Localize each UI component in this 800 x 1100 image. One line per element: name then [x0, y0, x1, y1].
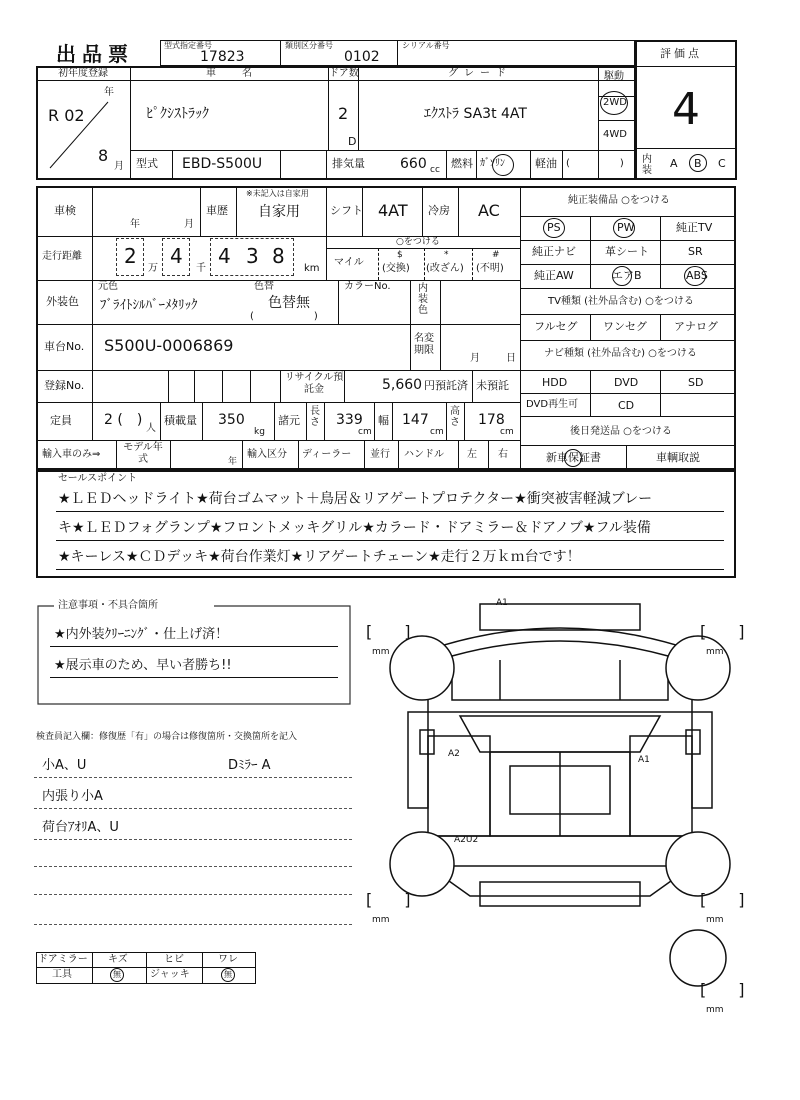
rating-label: 評価点 — [660, 47, 702, 60]
fuel-kerosene[interactable]: 軽油 — [535, 157, 557, 170]
notes-line-1: ★内外装ｸﾘｰﾆﾝｸﾞ・仕上げ済！ — [54, 627, 229, 642]
handle-label: ハンドル — [404, 449, 444, 460]
inspector-label: 検査員記入欄：修復歴「有」の場合は修復箇所・交換箇所を記入 — [36, 732, 298, 742]
rating-value: 4 — [672, 84, 700, 135]
import-parallel[interactable]: 並行 — [370, 449, 390, 460]
title-month-unit: 月 — [470, 353, 480, 364]
inspector-line-3: 荷台ｱｵﾘA、U — [42, 820, 119, 835]
tv-analog[interactable]: アナログ — [674, 320, 718, 333]
drive-2wd-circle — [600, 91, 628, 115]
equip-ps-circle — [543, 218, 565, 238]
door-type: D — [348, 135, 357, 148]
color-change-label: 色替 — [254, 281, 274, 292]
nav-dvd-play[interactable]: DVD再生可 — [526, 399, 579, 410]
tread-bracket-rl: [ ] — [366, 890, 411, 909]
drive-4wd[interactable]: 4WD — [603, 129, 627, 140]
tv-title: TV種類 (社外品含む) ○をつける — [548, 296, 694, 307]
mirror-header-2: キズ — [108, 954, 128, 965]
grade-value: ｴｸｽﾄﾗ SA3t 4AT — [424, 106, 527, 122]
car-name: ﾋﾟｸｼｽﾄﾗｯｸ — [146, 106, 209, 122]
first-reg-year: R 02 — [48, 106, 85, 125]
equip-ps[interactable]: PS — [547, 221, 561, 234]
orig-color-value: ﾌﾞﾗｲﾄｼﾙﾊﾞｰﾒﾀﾘｯｸ — [100, 298, 198, 313]
inspection-year-unit: 年 — [130, 219, 140, 230]
width-label: 幅 — [378, 414, 389, 427]
nav-title: ナビ種類 (社外品含む) ○をつける — [544, 348, 697, 359]
displacement-value: 660 — [400, 156, 427, 172]
equip-abs[interactable]: ABS — [686, 269, 708, 282]
mileage-label: 走行距離 — [42, 251, 82, 262]
mark-exchange-symbol: $ — [397, 250, 403, 260]
sales-line-3: ★キーレス★ＣＤデッキ★荷台作業灯★リアゲートチェーン★走行２万ｋｍ台です！ — [58, 549, 581, 565]
dims-label: 諸元 — [278, 414, 300, 427]
diagram-label-top: A1 — [496, 598, 508, 608]
height-cm: cm — [500, 427, 514, 437]
history-note: ※未記入は自家用 — [246, 189, 309, 198]
fuel-gasoline-circle — [492, 154, 514, 176]
color-change-value: 色替無 — [268, 295, 310, 311]
ac-value: AC — [478, 201, 500, 220]
inspector-line-1-right: Dﾐﾗｰ A — [228, 758, 271, 773]
inspection-label: 車検 — [54, 204, 76, 217]
jack-label: ジャッキ — [150, 969, 190, 980]
fuel-label: 燃料 — [451, 157, 473, 170]
mirror-header-3: ヒビ — [164, 954, 184, 965]
handle-right[interactable]: 右 — [498, 449, 508, 460]
color-change-paren: ( ) — [250, 311, 318, 322]
notes-bracket — [34, 602, 354, 708]
inspector-line-2: 内張り小A — [42, 789, 103, 804]
import-type-label: 輸入区分 — [247, 449, 287, 460]
tread-bracket-rr: [ ] — [700, 890, 745, 909]
notes-label: 注意事項・不具合箇所 — [58, 600, 158, 611]
tread-bracket-spare: [ ] — [700, 980, 745, 999]
import-dealer[interactable]: ディーラー — [302, 449, 352, 460]
mileage-digit-4: 3 — [246, 244, 259, 268]
mileage-digit-1: 2 — [124, 244, 137, 268]
mark-exchange[interactable]: (交換) — [382, 263, 410, 274]
title-expiry-label: 名変期限 — [414, 333, 434, 356]
docs-manual[interactable]: 車輌取説 — [656, 451, 700, 464]
drive-label: 駆動 — [604, 71, 624, 82]
interior-b-circle — [689, 154, 707, 172]
recycle-status: 円預託済 — [424, 379, 468, 392]
sen-unit: 千 — [196, 263, 206, 274]
equip-airbag-circle — [612, 266, 632, 286]
diagram-label-rear: A2U2 — [454, 835, 479, 845]
displacement-label: 排気量 — [332, 157, 365, 170]
load-label: 積載量 — [164, 414, 197, 427]
nav-dvd[interactable]: DVD — [614, 376, 639, 389]
mark-mile[interactable]: マイル — [334, 257, 364, 268]
sales-line-1: ★ＬＥＤヘッドライト★荷台ゴムマット＋鳥居＆リアゲートプロテクター★衝突被害軽減ブレー — [58, 491, 653, 507]
mark-unknown-symbol: # — [492, 250, 500, 260]
tools-mark-circle — [110, 968, 124, 982]
equip-sr[interactable]: SR — [688, 245, 703, 258]
capacity-label: 定員 — [50, 414, 72, 427]
model-value: EBD-S500U — [182, 156, 263, 172]
notes-line-2: ★展示車のため、早い者勝ち!! — [54, 658, 232, 673]
history-value: 自家用 — [258, 204, 300, 220]
tread-unit-spare: mm — [706, 1005, 724, 1015]
category-label: 類別区分番号 — [285, 41, 333, 50]
tread-unit-fl: mm — [372, 647, 390, 657]
history-label: 車歴 — [206, 204, 228, 217]
interior-a[interactable]: A — [670, 157, 678, 170]
jack-mark-circle — [221, 968, 235, 982]
tools-label: 工具 — [52, 969, 72, 980]
inspection-month-unit: 月 — [184, 219, 194, 230]
diagram-label-right: A1 — [638, 755, 650, 765]
color-no-label: カラーNo. — [344, 281, 391, 292]
ac-label: 冷房 — [428, 204, 450, 217]
tread-unit-fr: mm — [706, 647, 724, 657]
title-day-unit: 日 — [506, 353, 516, 364]
interior-color-label: 内装色 — [418, 283, 428, 316]
chassis-value: S500U-0006869 — [104, 336, 234, 355]
mileage-digits — [96, 238, 324, 278]
recycle-unpaid: 未預託 — [476, 379, 509, 392]
tread-unit-rl: mm — [372, 915, 390, 925]
mileage-digit-2: 4 — [170, 244, 183, 268]
sales-line-2: キ★ＬＥＤフォグランプ★フロントメッキグリル★カラード・ドアミラー＆ドアノブ★フル装備 — [58, 520, 651, 536]
model-designation-value: 17823 — [200, 49, 245, 65]
mileage-circle-note: ○をつける — [396, 237, 440, 247]
vehicle-diagram — [360, 596, 760, 926]
width-cm: cm — [430, 427, 444, 437]
nav-hdd[interactable]: HDD — [542, 376, 568, 389]
mirror-header-4: ワレ — [218, 954, 238, 965]
tv-fullseg[interactable]: フルセグ — [534, 320, 578, 333]
length-label: 長さ — [310, 406, 320, 428]
doors-label: ドア数 — [329, 68, 359, 79]
year-unit: 年 — [104, 87, 114, 98]
month-unit: 月 — [114, 161, 124, 172]
jack-mark: 無 — [224, 970, 232, 979]
interior-label: 内装 — [642, 154, 652, 176]
color-label: 外装色 — [46, 295, 79, 308]
nav-sd[interactable]: SD — [688, 376, 704, 389]
grade-label: グレード — [448, 68, 512, 79]
tread-bracket-fl: [ ] — [366, 622, 411, 641]
car-name-label: 車 名 — [206, 68, 260, 79]
mark-altered-symbol: * — [444, 250, 449, 260]
km-unit: km — [304, 263, 320, 274]
recycle-label: リサイクル預託金 — [284, 372, 344, 395]
mirror-header-1: ドアミラー — [38, 954, 88, 965]
first-reg-label: 初年度登録 — [58, 68, 108, 79]
cc-unit: cc — [430, 165, 440, 175]
first-reg-month: 8 — [98, 146, 109, 165]
man-unit: 万 — [148, 263, 158, 274]
fuel-other: ( ) — [566, 158, 624, 169]
equip-navi[interactable]: 純正ナビ — [532, 245, 576, 258]
shift-label: シフト — [330, 204, 363, 217]
nav-cd[interactable]: CD — [618, 399, 635, 412]
inspector-line-1: 小A、U — [42, 758, 87, 773]
recycle-amount: 5,660 — [382, 377, 423, 393]
shift-value: 4AT — [378, 201, 408, 220]
tread-unit-rr: mm — [706, 915, 724, 925]
model-year-label: モデル年式 — [123, 442, 163, 465]
doors-value: 2 — [338, 104, 349, 123]
interior-b[interactable]: B — [694, 157, 702, 170]
sales-label: セールスポイント — [58, 473, 138, 484]
tools-mark: 無 — [113, 970, 121, 979]
length-cm: cm — [358, 427, 372, 437]
height-value: 178 — [478, 412, 505, 428]
load-unit: kg — [254, 427, 265, 437]
mark-unknown[interactable]: (不明) — [476, 263, 504, 274]
equip-leather[interactable]: 革シート — [605, 245, 649, 258]
docs-warranty[interactable]: 新車保証書 — [546, 451, 601, 464]
orig-color-label: 元色 — [98, 281, 118, 292]
model-designation-label: 型式指定番号 — [164, 41, 212, 50]
equipment-title: 純正装備品 ○をつける — [568, 195, 670, 206]
chassis-label: 車台No. — [44, 340, 85, 353]
diagram-label-left: A2 — [448, 749, 460, 759]
mileage-digit-5: 8 — [272, 244, 285, 268]
mileage-digit-3: 4 — [218, 244, 231, 268]
fuel-gasoline[interactable]: ｶﾞｿﾘﾝ — [480, 158, 505, 169]
capacity-value: 2 ( ) — [104, 412, 143, 428]
docs-warranty-circle — [564, 449, 582, 467]
width-value: 147 — [402, 412, 429, 428]
drive-2wd[interactable]: 2WD — [603, 97, 627, 108]
category-value: 0102 — [344, 49, 380, 65]
capacity-unit: 人 — [146, 423, 156, 434]
equip-abs-circle — [684, 266, 706, 286]
mark-altered[interactable]: (改ざん) — [426, 263, 464, 274]
equip-tv[interactable]: 純正TV — [676, 221, 713, 234]
serial-label: シリアル番号 — [402, 41, 450, 50]
equip-aw[interactable]: 純正AW — [534, 269, 574, 282]
reg-no-label: 登録No. — [44, 379, 85, 392]
length-value: 339 — [336, 412, 363, 428]
tv-oneseg[interactable]: ワンセグ — [603, 320, 647, 333]
tread-bracket-fr: [ ] — [700, 622, 745, 641]
interior-c[interactable]: C — [718, 157, 726, 170]
height-label: 高さ — [450, 406, 460, 428]
diagonal-slash — [44, 96, 124, 176]
model-label: 型式 — [136, 157, 158, 170]
model-year-unit: 年 — [228, 457, 238, 467]
load-value: 350 — [218, 412, 245, 428]
handle-left[interactable]: 左 — [467, 449, 477, 460]
docs-title: 後日発送品 ○をつける — [570, 426, 672, 437]
equip-airbag[interactable]: エアB — [612, 269, 642, 282]
form-title: 出品票 — [56, 42, 134, 66]
import-label: 輸入車のみ⇒ — [42, 449, 101, 460]
equip-pw-circle — [613, 218, 635, 238]
equip-pw[interactable]: PW — [617, 221, 635, 234]
